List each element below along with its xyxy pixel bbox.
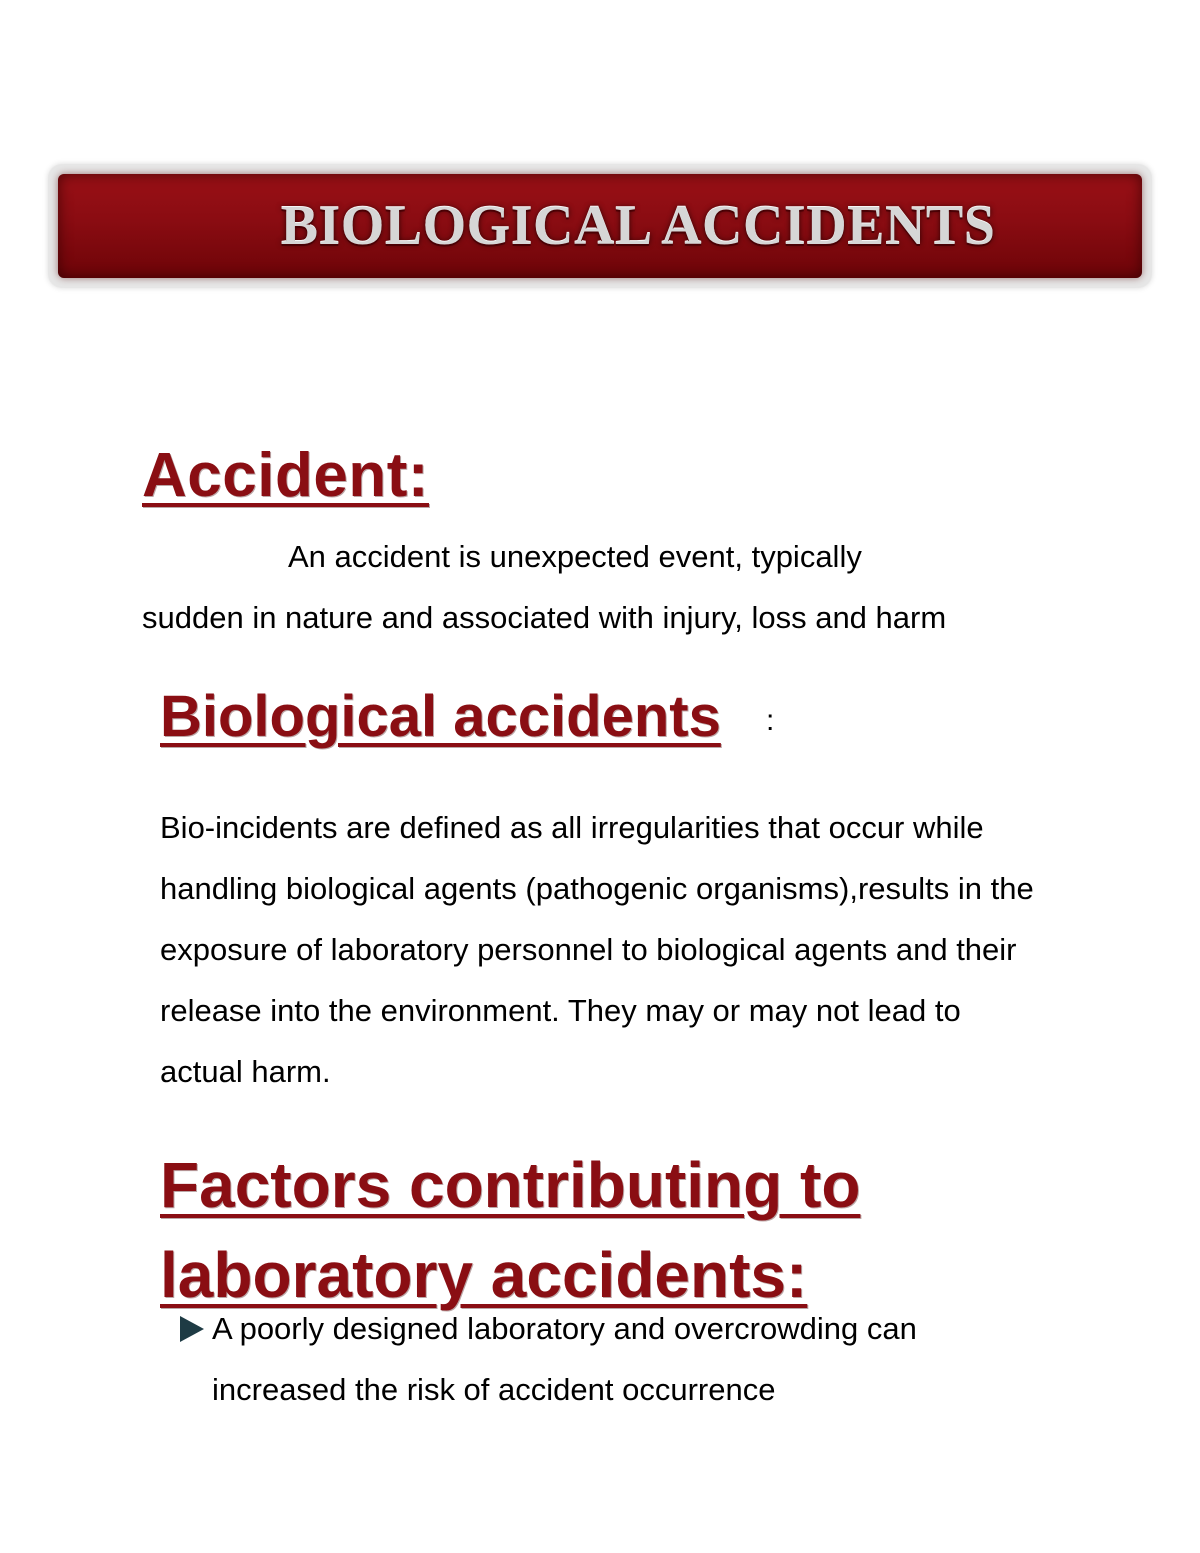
- document-title: BIOLOGICAL ACCIDENTS: [280, 195, 996, 257]
- biological-accidents-heading: Biological accidents: [160, 684, 721, 749]
- factor-bullet-item: A poorly designed laboratory and overcrowding can increased the risk of accident occurrence: [212, 1311, 917, 1407]
- factors-heading: Factors contributing to laboratory accidents:: [160, 1149, 861, 1311]
- accident-definition-line-2: sudden in nature and associated with injury, loss and harm: [142, 600, 947, 635]
- triangle-bullet-icon: [180, 1316, 204, 1342]
- accident-heading: Accident:: [142, 441, 429, 510]
- title-banner: [58, 174, 1142, 278]
- biological-accidents-colon: :: [766, 704, 775, 737]
- accident-definition-line-1: An accident is unexpected event, typically: [288, 539, 862, 574]
- biological-accidents-definition: Bio-incidents are defined as all irregularities that occur while handling biological agents (pathogenic organisms),results in the exposure of laboratory personnel to biological agents and their release into the environment. They may or may not lead to actual harm.: [160, 810, 1034, 1089]
